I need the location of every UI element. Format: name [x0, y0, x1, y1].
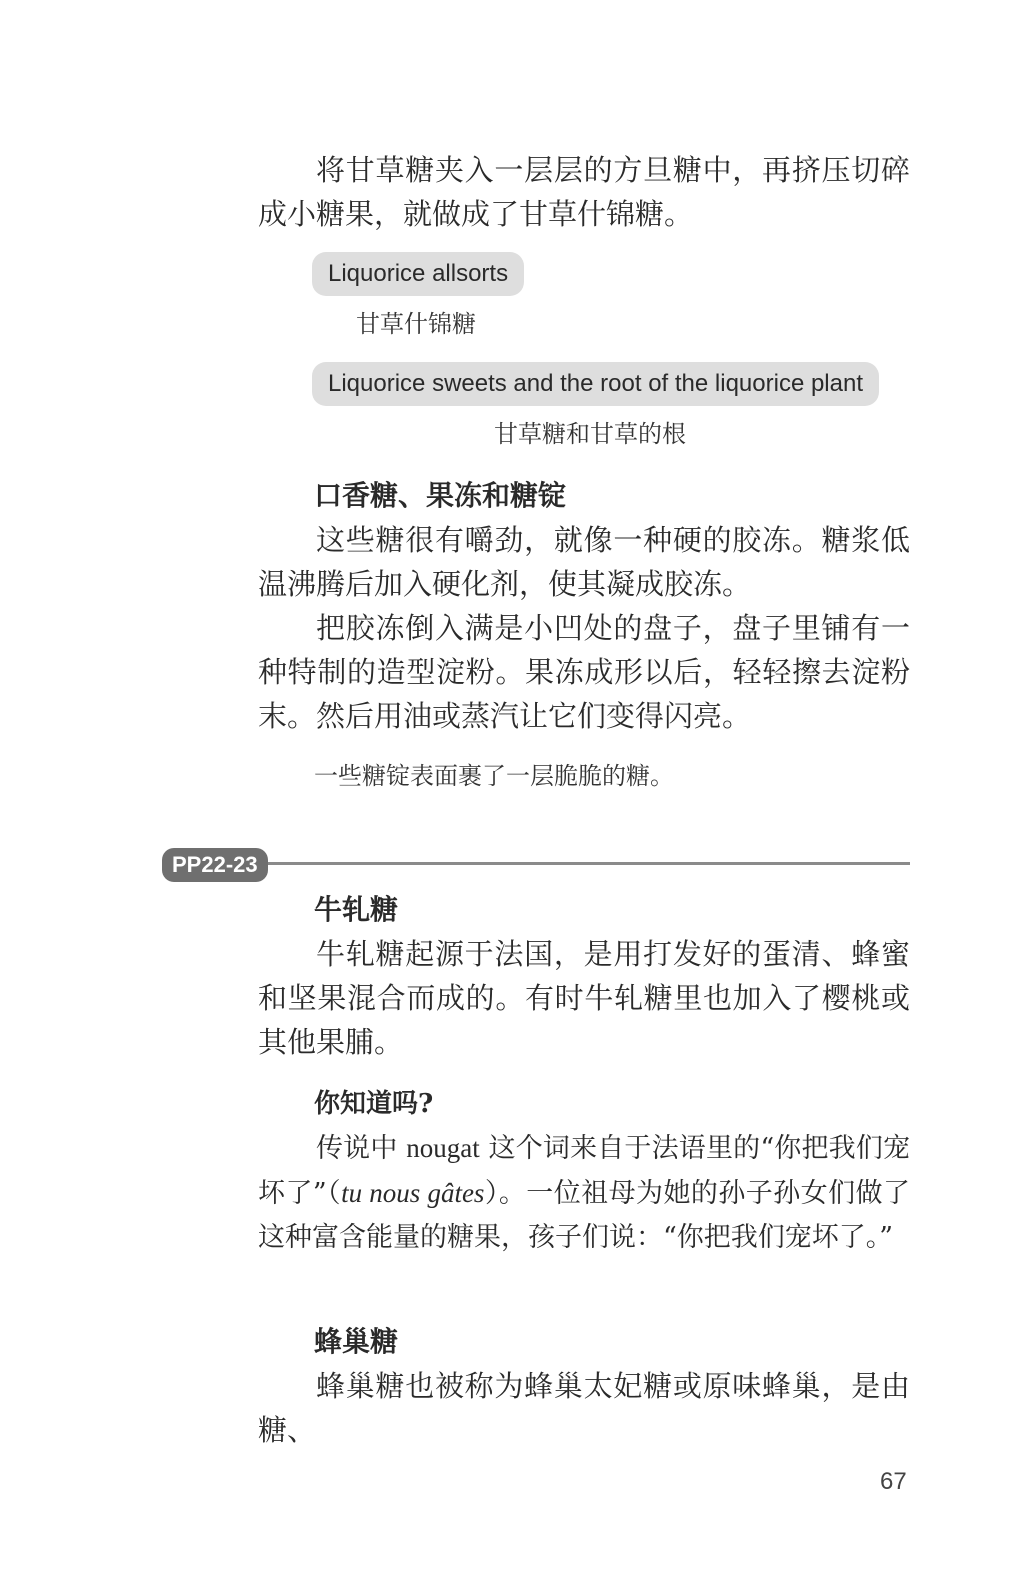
paragraph-jellies: 把胶冻倒入满是小凹处的盘子，盘子里铺有一种特制的造型淀粉。果冻成形以后，轻轻擦去淀粉末。然后用油或蒸汽让它们变得闪亮。: [258, 611, 910, 733]
did-you-know-title: 你知道吗?: [314, 1089, 434, 1119]
paragraph-nougat: 牛轧糖起源于法国，是用打发好的蛋清、蜂蜜和坚果混合而成的。有时牛轧糖里也加入了樱桃或其他果脯。: [258, 937, 910, 1059]
heading-nougat: 牛轧糖: [314, 893, 399, 926]
did-you-know-text-part: 传说中: [316, 1133, 407, 1164]
image-caption-pastilles: 一些糖锭表面裹了一层脆脆的糖。: [314, 762, 674, 790]
heading-honeycomb: 蜂巢糖: [314, 1325, 399, 1358]
did-you-know-text-part: 这个词来自于法语里的“你把我们宠坏了”（: [258, 1133, 910, 1209]
image-label-liquorice-root: Liquorice sweets and the root of the liquorice plant: [312, 362, 879, 406]
did-you-know-word: nougat: [406, 1133, 480, 1163]
page-number: 67: [880, 1468, 907, 1495]
image-caption-liquorice-root: 甘草糖和甘草的根: [494, 420, 686, 448]
image-caption-allsorts: 甘草什锦糖: [356, 310, 476, 338]
paragraph-gums: 这些糖很有嚼劲，就像一种硬的胶冻。糖浆低温沸腾后加入硬化剂，使其凝成胶冻。: [258, 523, 910, 601]
paragraph-honeycomb: 蜂巢糖也被称为蜂巢太妃糖或原味蜂巢，是由糖、: [258, 1369, 910, 1447]
did-you-know-text-part: ）。一位祖母为她的孙子孙女们做了这种富含能量的糖果，孩子们说：“你把我们宠坏了。”: [258, 1178, 910, 1253]
paragraph-allsorts: 将甘草糖夹入一层层的方旦糖中，再挤压切碎成小糖果，就做成了甘草什锦糖。: [258, 153, 910, 231]
image-label-allsorts: Liquorice allsorts: [312, 252, 524, 296]
section-tag: PP22-23: [162, 848, 268, 882]
did-you-know-french-phrase: tu nous gâtes: [341, 1178, 485, 1208]
section-divider: [268, 862, 910, 865]
did-you-know-text: [258, 1126, 910, 1260]
heading-gums-jellies: 口香糖、果冻和糖锭: [314, 479, 567, 512]
